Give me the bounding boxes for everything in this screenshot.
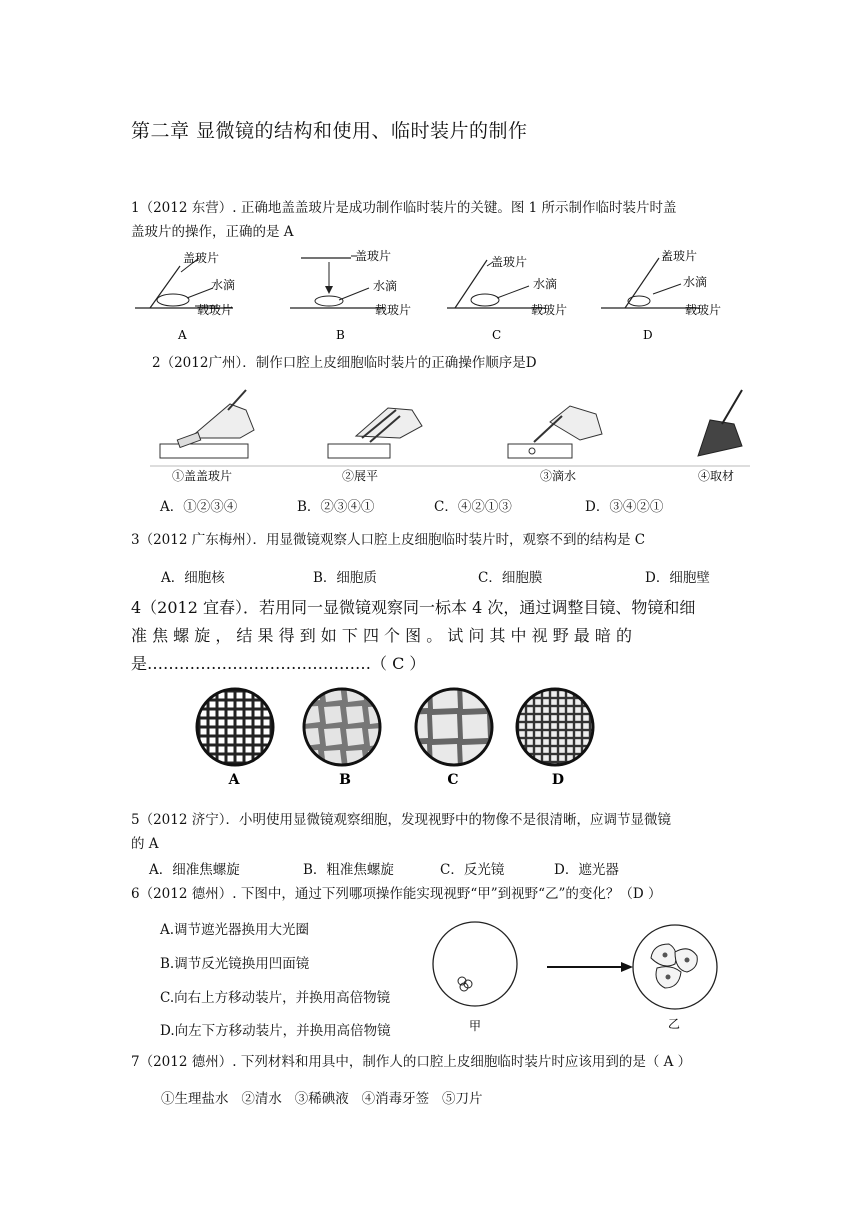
q1-a-water-label: 水滴 bbox=[211, 278, 236, 292]
q1-d-slide-label: 载玻片 bbox=[685, 303, 722, 317]
q5-option-c: C．反光镜 bbox=[440, 862, 505, 878]
question-2: 2（2012广州）．制作口腔上皮细胞临时装片的正确操作顺序是D bbox=[152, 355, 537, 371]
q6-option-d: D.向左下方移动装片，并换用高倍物镜 bbox=[160, 1023, 391, 1039]
q2-figure bbox=[150, 380, 750, 486]
q2-step-2-label: ②展平 bbox=[342, 469, 379, 483]
q3-option-b: B．细胞质 bbox=[313, 570, 377, 586]
q1-a-slide-label: 载玻片 bbox=[197, 303, 234, 317]
q1-c-cover-label: 盖玻片 bbox=[491, 255, 528, 269]
q6-option-b: B.调节反光镜换用凹面镜 bbox=[160, 956, 310, 972]
q2-option-b: B．②③④① bbox=[297, 499, 375, 515]
question-4-line-2: 准 焦 螺 旋 ， 结 果 得 到 如 下 四 个 图 。 试 问 其 中 视 野 最 暗 的 bbox=[131, 626, 632, 645]
question-1-line-2: 盖玻片的操作，正确的是 A bbox=[131, 224, 294, 240]
q1-a-cover-label: 盖玻片 bbox=[183, 251, 220, 265]
q1-b-water-label: 水滴 bbox=[373, 279, 398, 293]
q4-label-a: A bbox=[228, 772, 240, 788]
question-7: 7（2012 德州）. 下列材料和用具中，制作人的口腔上皮细胞临时装片时应该用到的是（ A ） bbox=[131, 1054, 692, 1070]
q1-diagram-c bbox=[447, 254, 567, 342]
q2-option-c: C．④②①③ bbox=[434, 499, 512, 515]
q1-d-cover-label: 盖玻片 bbox=[661, 249, 698, 263]
q6-view-jia bbox=[433, 922, 517, 1006]
q2-step-1-drawing bbox=[160, 390, 254, 458]
question-4 bbox=[131, 594, 731, 678]
q1-b-cover-label: 盖玻片 bbox=[355, 249, 392, 263]
q2-option-a: A．①②③④ bbox=[160, 499, 238, 515]
q3-option-c: C．细胞膜 bbox=[478, 570, 543, 586]
q4-label-d: D bbox=[551, 772, 565, 788]
question-5 bbox=[131, 808, 741, 856]
question-5-line-2: 的 A bbox=[131, 836, 159, 852]
question-3: 3（2012 广东梅州）．用显微镜观察人口腔上皮细胞临时装片时，观察不到的结构是 C bbox=[131, 532, 646, 548]
q1-c-slide-label: 载玻片 bbox=[531, 303, 568, 317]
q1-diagram-b bbox=[290, 248, 411, 342]
question-1 bbox=[131, 196, 731, 244]
q1-diagram-d bbox=[601, 248, 721, 342]
q4-view-d bbox=[517, 689, 593, 765]
q1-d-water-label: 水滴 bbox=[683, 275, 708, 289]
q1-b-slide-label: 载玻片 bbox=[375, 303, 412, 317]
q2-step-3-label: ③滴水 bbox=[540, 469, 577, 483]
question-1-line-1: 1（2012 东营）. 正确地盖盖玻片是成功制作临时装片的关键。图 1 所示制作临时装片时盖 bbox=[131, 200, 677, 216]
question-6: 6（2012 德州）. 下图中，通过下列哪项操作能实现视野“甲”到视野“乙”的变化？（D ） bbox=[131, 886, 662, 902]
q5-option-d: D．遮光器 bbox=[554, 862, 619, 878]
q7-materials: ①生理盐水 ②清水 ③稀碘液 ④消毒牙签 ⑤刀片 bbox=[161, 1091, 483, 1107]
q4-label-b: B bbox=[339, 772, 351, 788]
q1-option-a: A bbox=[178, 328, 187, 342]
q5-option-a: A．细准焦螺旋 bbox=[149, 862, 240, 878]
q2-step-4-drawing bbox=[698, 390, 742, 456]
q1-figure bbox=[125, 244, 745, 348]
q2-option-d: D．③④②① bbox=[585, 499, 664, 515]
q4-view-a bbox=[197, 689, 273, 765]
q1-c-water-label: 水滴 bbox=[533, 277, 558, 291]
q1-diagram-a bbox=[135, 250, 235, 342]
q4-figure bbox=[190, 682, 610, 792]
q1-option-b: B bbox=[336, 328, 345, 342]
q5-option-b: B．粗准焦螺旋 bbox=[303, 862, 394, 878]
q2-step-3-drawing bbox=[508, 406, 602, 458]
q1-option-c: C bbox=[492, 328, 502, 342]
q6-label-yi: 乙 bbox=[668, 1017, 681, 1031]
q6-option-a: A.调节遮光器换用大光圈 bbox=[160, 922, 310, 938]
question-4-line-1: 4（2012 宜春）．若用同一显微镜观察同一标本 4 次，通过调整目镜、物镜和细 bbox=[131, 598, 696, 617]
q3-option-d: D．细胞壁 bbox=[645, 570, 710, 586]
q2-step-4-label: ④取材 bbox=[698, 469, 735, 483]
q6-label-jia: 甲 bbox=[469, 1019, 482, 1033]
q6-view-yi bbox=[633, 925, 717, 1009]
question-5-line-1: 5（2012 济宁）．小明使用显微镜观察细胞，发现视野中的物像不是很清晰，应调节显微镜 bbox=[131, 812, 671, 828]
page-title: 第二章 显微镜的结构和使用、临时装片的制作 bbox=[131, 120, 528, 142]
q4-view-c bbox=[416, 689, 492, 765]
q4-view-b bbox=[304, 689, 380, 765]
q2-step-2-drawing bbox=[328, 408, 422, 458]
q6-figure bbox=[425, 910, 725, 1040]
q1-option-d: D bbox=[643, 328, 653, 342]
q2-step-1-label: ①盖盖玻片 bbox=[172, 469, 233, 483]
q6-option-c: C.向右上方移动装片，并换用高倍物镜 bbox=[160, 990, 391, 1006]
q3-option-a: A．细胞核 bbox=[161, 570, 225, 586]
question-4-line-3: 是……………………………………（ C ） bbox=[131, 654, 426, 673]
q4-label-c: C bbox=[447, 772, 459, 788]
